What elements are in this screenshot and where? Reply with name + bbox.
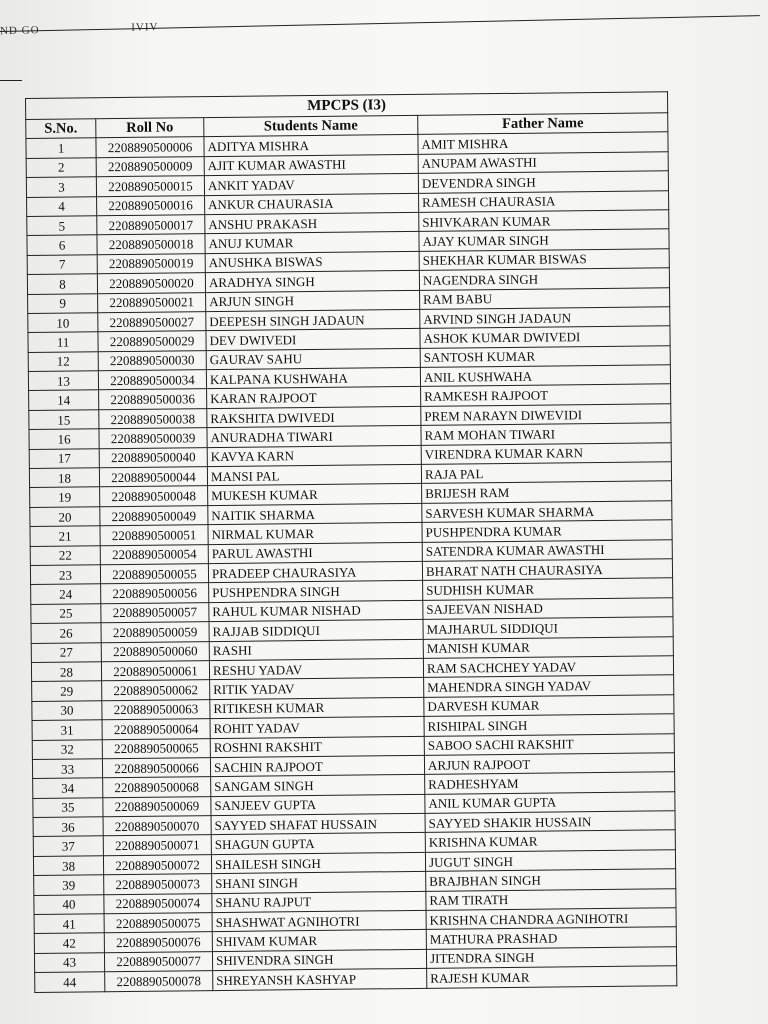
student-name-cell: ARADHYA SINGH: [205, 271, 419, 293]
roll-no-cell: 2208890500049: [100, 505, 208, 526]
father-name-cell: RAM MOHAN TIWARI: [421, 423, 671, 445]
sno-cell: 38: [33, 856, 103, 876]
student-name-cell: NAITIK SHARMA: [208, 503, 422, 525]
roll-no-cell: 2208890500040: [99, 447, 207, 468]
sno-cell: 7: [27, 254, 97, 274]
student-name-cell: RAJJAB SIDDIQUI: [209, 620, 423, 642]
student-name-cell: DEV DWIVEDI: [206, 329, 420, 351]
table-body: [26, 132, 677, 992]
father-name-cell: DARVESH KUMAR: [424, 694, 674, 716]
roll-no-cell: 2208890500048: [100, 486, 208, 507]
student-name-cell: ANSHU PRAKASH: [205, 212, 419, 234]
father-name-cell: PUSHPENDRA KUMAR: [422, 520, 672, 542]
sno-cell: 40: [34, 894, 104, 914]
father-name-cell: AMIT MISHRA: [418, 132, 668, 154]
student-name-cell: SHIVAM KUMAR: [212, 930, 426, 952]
roll-no-cell: 2208890500063: [102, 699, 210, 720]
sno-cell: 15: [29, 410, 99, 430]
student-name-cell: GAURAV SAHU: [206, 348, 420, 370]
student-name-cell: ROSHNI RAKSHIT: [210, 736, 424, 758]
roll-no-cell: 2208890500051: [100, 525, 208, 546]
father-name-cell: SHEKHAR KUMAR BISWAS: [419, 248, 669, 270]
father-name-cell: SAYYED SHAKIR HUSSAIN: [425, 811, 675, 833]
roll-no-cell: 2208890500072: [103, 854, 211, 875]
student-list-sheet: [25, 91, 676, 992]
sno-cell: 42: [34, 933, 104, 953]
father-name-cell: MAHENDRA SINGH YADAV: [424, 675, 674, 697]
student-name-cell: RAHUL KUMAR NISHAD: [209, 600, 423, 622]
roll-no-cell: 2208890500066: [102, 757, 210, 778]
roll-no-cell: 2208890500064: [102, 719, 210, 740]
father-name-cell: ANIL KUMAR GUPTA: [425, 791, 675, 813]
column-header-student-name: Students Name: [204, 115, 418, 137]
student-name-cell: PUSHPENDRA SINGH: [209, 581, 423, 603]
margin-dash: [0, 80, 22, 81]
column-header-roll-no: Roll No: [96, 118, 204, 139]
sno-cell: 36: [33, 817, 103, 837]
sno-cell: 11: [28, 332, 98, 352]
student-name-cell: ADITYA MISHRA: [204, 135, 418, 157]
sno-cell: 24: [31, 584, 101, 604]
student-table: [25, 91, 677, 992]
roll-no-cell: 2208890500054: [100, 544, 208, 565]
sno-cell: 2: [26, 158, 96, 178]
roll-no-cell: 2208890500057: [101, 602, 209, 623]
student-name-cell: RAKSHITA DWIVEDI: [207, 406, 421, 428]
father-name-cell: ARVIND SINGH JADAUN: [420, 307, 670, 329]
roll-no-cell: 2208890500069: [103, 796, 211, 817]
student-name-cell: DEEPESH SINGH JADAUN: [206, 309, 420, 331]
sno-cell: 27: [31, 642, 101, 662]
student-name-cell: RASHI: [209, 639, 423, 661]
father-name-cell: RAJESH KUMAR: [427, 966, 677, 988]
roll-no-cell: 2208890500039: [99, 428, 207, 449]
student-name-cell: RESHU YADAV: [209, 658, 423, 680]
student-name-cell: SANJEEV GUPTA: [211, 794, 425, 816]
father-name-cell: MAJHARUL SIDDIQUI: [423, 617, 673, 639]
father-name-cell: SUDHISH KUMAR: [423, 578, 673, 600]
sno-cell: 16: [29, 429, 99, 449]
student-name-cell: MUKESH KUMAR: [208, 484, 422, 506]
father-name-cell: SARVESH KUMAR SHARMA: [422, 501, 672, 523]
student-name-cell: RITIKESH KUMAR: [210, 697, 424, 719]
sno-cell: 12: [28, 351, 98, 371]
sno-cell: 30: [32, 700, 102, 720]
sno-cell: 9: [28, 293, 98, 313]
roll-no-cell: 2208890500073: [104, 874, 212, 895]
father-name-cell: SABOO SACHI RAKSHIT: [424, 733, 674, 755]
roll-no-cell: 2208890500059: [101, 622, 209, 643]
header-fragment-left: ND GO: [0, 24, 40, 38]
father-name-cell: SHIVKARAN KUMAR: [419, 210, 669, 232]
father-name-cell: JUGUT SINGH: [425, 850, 675, 872]
sno-cell: 43: [34, 953, 104, 973]
student-name-cell: PARUL AWASTHI: [208, 542, 422, 564]
sno-cell: 33: [32, 759, 102, 779]
sno-cell: 17: [29, 448, 99, 468]
student-name-cell: NIRMAL KUMAR: [208, 523, 422, 545]
father-name-cell: RADHESHYAM: [425, 772, 675, 794]
father-name-cell: ANIL KUSHWAHA: [420, 365, 670, 387]
sno-cell: 5: [27, 216, 97, 236]
sno-cell: 6: [27, 235, 97, 255]
roll-no-cell: 2208890500078: [105, 971, 213, 992]
roll-no-cell: 2208890500019: [97, 253, 205, 274]
student-name-cell: SAYYED SHAFAT HUSSAIN: [211, 813, 425, 835]
father-name-cell: MATHURA PRASHAD: [426, 927, 676, 949]
roll-no-cell: 2208890500034: [98, 370, 206, 391]
roll-no-cell: 2208890500077: [104, 951, 212, 972]
student-name-cell: ANUSHKA BISWAS: [205, 251, 419, 273]
father-name-cell: VIRENDRA KUMAR KARN: [421, 442, 671, 464]
sno-cell: 35: [33, 797, 103, 817]
roll-no-cell: 2208890500015: [96, 176, 204, 197]
sno-cell: 25: [31, 603, 101, 623]
student-name-cell: SHANI SINGH: [212, 872, 426, 894]
roll-no-cell: 2208890500075: [104, 913, 212, 934]
father-name-cell: SANTOSH KUMAR: [420, 345, 670, 367]
student-name-cell: MANSI PAL: [207, 464, 421, 486]
student-name-cell: SHASHWAT AGNIHOTRI: [212, 910, 426, 932]
student-name-cell: RITIK YADAV: [210, 678, 424, 700]
roll-no-cell: 2208890500061: [101, 661, 209, 682]
sno-cell: 1: [26, 138, 96, 158]
sno-cell: 26: [31, 623, 101, 643]
roll-no-cell: 2208890500044: [99, 467, 207, 488]
student-name-cell: ARJUN SINGH: [206, 290, 420, 312]
father-name-cell: RAJA PAL: [421, 462, 671, 484]
student-name-cell: SHAILESH SINGH: [211, 852, 425, 874]
student-name-cell: ANKUR CHAURASIA: [205, 193, 419, 215]
father-name-cell: SATENDRA KUMAR AWASTHI: [422, 539, 672, 561]
sno-cell: 4: [27, 196, 97, 216]
sno-cell: 34: [33, 778, 103, 798]
sno-cell: 31: [32, 720, 102, 740]
father-name-cell: ARJUN RAJPOOT: [424, 753, 674, 775]
roll-no-cell: 2208890500016: [97, 195, 205, 216]
father-name-cell: RAM BABU: [420, 287, 670, 309]
roll-no-cell: 2208890500074: [104, 893, 212, 914]
sno-cell: 22: [30, 545, 100, 565]
header-fragment-right: IVIV: [131, 21, 159, 34]
roll-no-cell: 2208890500030: [98, 350, 206, 371]
roll-no-cell: 2208890500065: [102, 738, 210, 759]
sno-cell: 18: [29, 468, 99, 488]
father-name-cell: DEVENDRA SINGH: [418, 171, 668, 193]
roll-no-cell: 2208890500076: [104, 932, 212, 953]
father-name-cell: PREM NARAYN DIWEVIDI: [421, 404, 671, 426]
sno-cell: 44: [35, 972, 105, 992]
roll-no-cell: 2208890500055: [100, 564, 208, 585]
student-name-cell: PRADEEP CHAURASIYA: [208, 561, 422, 583]
student-name-cell: ROHIT YADAV: [210, 716, 424, 738]
roll-no-cell: 2208890500020: [97, 273, 205, 294]
father-name-cell: KRISHNA CHANDRA AGNIHOTRI: [426, 908, 676, 930]
father-name-cell: JITENDRA SINGH: [426, 947, 676, 969]
father-name-cell: BHARAT NATH CHAURASIYA: [422, 559, 672, 581]
father-name-cell: BRIJESH RAM: [422, 481, 672, 503]
father-name-cell: ASHOK KUMAR DWIVEDI: [420, 326, 670, 348]
sno-cell: 20: [30, 507, 100, 527]
father-name-cell: RAMESH CHAURASIA: [419, 190, 669, 212]
student-name-cell: KARAN RAJPOOT: [207, 387, 421, 409]
father-name-cell: RAM SACHCHEY YADAV: [423, 656, 673, 678]
roll-no-cell: 2208890500056: [101, 583, 209, 604]
student-name-cell: SHREYANSH KASHYAP: [213, 969, 427, 991]
student-name-cell: ANURADHA TIWARI: [207, 426, 421, 448]
father-name-cell: RAM TIRATH: [426, 888, 676, 910]
father-name-cell: AJAY KUMAR SINGH: [419, 229, 669, 251]
roll-no-cell: 2208890500009: [96, 156, 204, 177]
sno-cell: 19: [30, 487, 100, 507]
sno-cell: 8: [27, 274, 97, 294]
sno-cell: 21: [30, 526, 100, 546]
sno-cell: 29: [32, 681, 102, 701]
sno-cell: 39: [34, 875, 104, 895]
father-name-cell: KRISHNA KUMAR: [425, 830, 675, 852]
roll-no-cell: 2208890500070: [103, 816, 211, 837]
roll-no-cell: 2208890500006: [96, 137, 204, 158]
student-name-cell: AJIT KUMAR AWASTHI: [204, 154, 418, 176]
student-name-cell: SHANU RAJPUT: [212, 891, 426, 913]
sno-cell: 23: [30, 565, 100, 585]
student-name-cell: SACHIN RAJPOOT: [210, 755, 424, 777]
column-header-sno: S.No.: [26, 119, 96, 139]
table-title: MPCPS (I3): [26, 92, 668, 120]
sno-cell: 32: [32, 739, 102, 759]
roll-no-cell: 2208890500029: [98, 331, 206, 352]
roll-no-cell: 2208890500036: [99, 389, 207, 410]
sno-cell: 41: [34, 914, 104, 934]
roll-no-cell: 2208890500017: [97, 215, 205, 236]
student-name-cell: SHIVENDRA SINGH: [212, 949, 426, 971]
father-name-cell: BRAJBHAN SINGH: [426, 869, 676, 891]
column-header-father-name: Father Name: [418, 113, 668, 135]
roll-no-cell: 2208890500027: [98, 312, 206, 333]
student-name-cell: KAVYA KARN: [207, 445, 421, 467]
father-name-cell: RISHIPAL SINGH: [424, 714, 674, 736]
roll-no-cell: 2208890500038: [99, 408, 207, 429]
sno-cell: 3: [26, 177, 96, 197]
father-name-cell: SAJEEVAN NISHAD: [423, 598, 673, 620]
roll-no-cell: 2208890500062: [102, 680, 210, 701]
sno-cell: 13: [28, 371, 98, 391]
student-name-cell: ANKIT YADAV: [204, 174, 418, 196]
father-name-cell: NAGENDRA SINGH: [419, 268, 669, 290]
roll-no-cell: 2208890500071: [103, 835, 211, 856]
father-name-cell: RAMKESH RAJPOOT: [421, 384, 671, 406]
sno-cell: 28: [31, 662, 101, 682]
roll-no-cell: 2208890500060: [101, 641, 209, 662]
roll-no-cell: 2208890500068: [103, 777, 211, 798]
sno-cell: 10: [28, 313, 98, 333]
student-name-cell: SHAGUN GUPTA: [211, 833, 425, 855]
roll-no-cell: 2208890500018: [97, 234, 205, 255]
roll-no-cell: 2208890500021: [98, 292, 206, 313]
father-name-cell: ANUPAM AWASTHI: [418, 152, 668, 174]
student-name-cell: SANGAM SINGH: [211, 775, 425, 797]
sno-cell: 14: [29, 390, 99, 410]
student-name-cell: ANUJ KUMAR: [205, 232, 419, 254]
father-name-cell: MANISH KUMAR: [423, 636, 673, 658]
sno-cell: 37: [33, 836, 103, 856]
student-name-cell: KALPANA KUSHWAHA: [206, 367, 420, 389]
